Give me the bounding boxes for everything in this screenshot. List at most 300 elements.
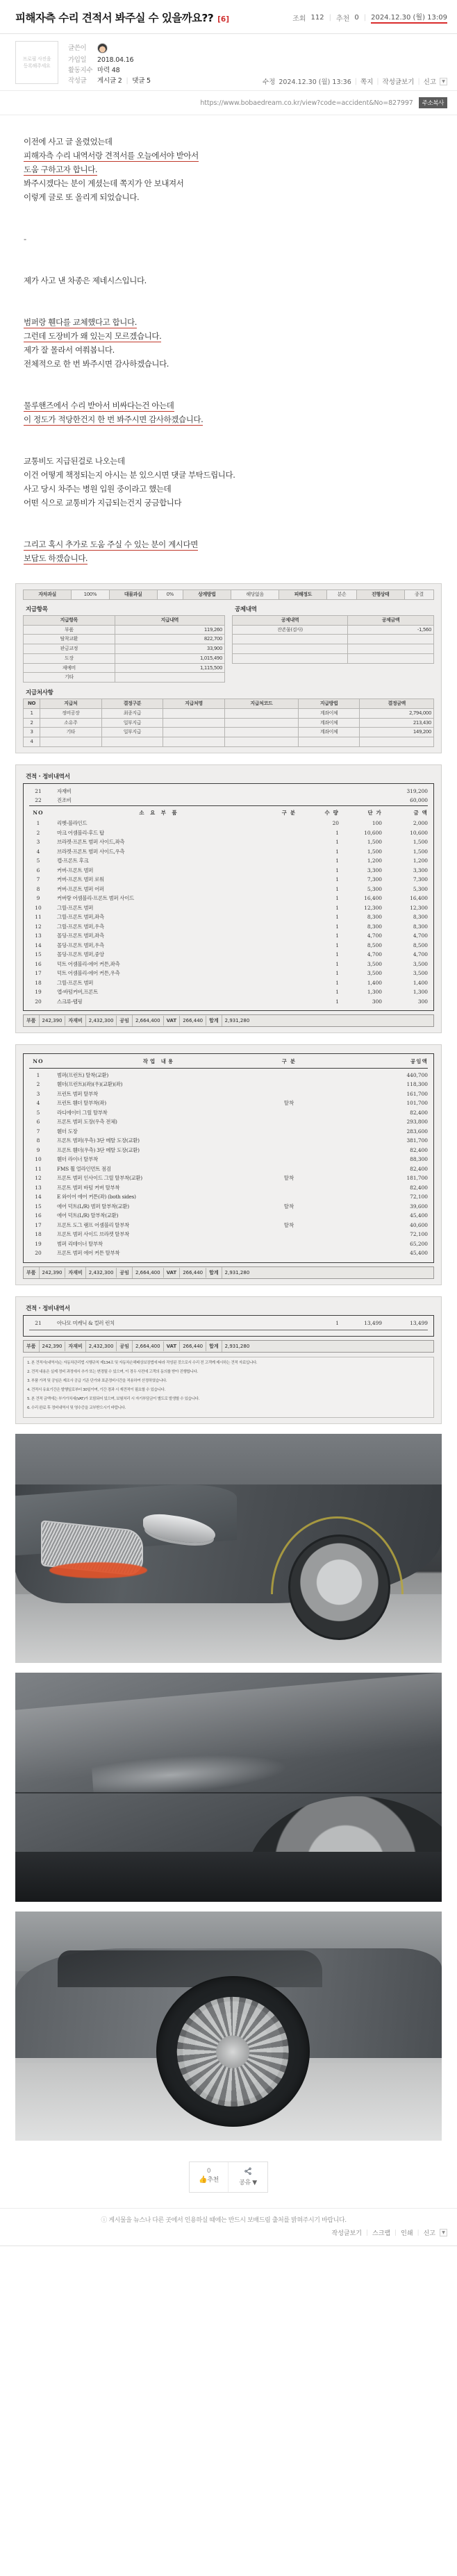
row-work: 에어 덕트(L/R) 탈부착(교환) xyxy=(57,1212,119,1219)
pay-item-2: 판금교정 xyxy=(24,644,115,654)
ledger-header-row xyxy=(29,808,428,819)
doc2-total-strip xyxy=(23,1014,434,1027)
row-no: 16 xyxy=(35,960,42,967)
row-amount: 300 xyxy=(417,998,428,1005)
attachment-parts-estimate[interactable] xyxy=(15,764,442,1034)
row-unit: 5,300 xyxy=(367,885,382,892)
body-spacer xyxy=(24,440,442,454)
meta-separator-1: | xyxy=(329,13,332,22)
row-no: 4 xyxy=(36,848,40,855)
total-key-3: VAT xyxy=(164,1268,181,1278)
payee-amount-0: 2,794,000 xyxy=(360,708,434,718)
row-no: 10 xyxy=(35,904,42,911)
like-button[interactable] xyxy=(190,2162,228,2192)
total-key-1: 자재비 xyxy=(65,1015,85,1026)
row-amount: 72,100 xyxy=(410,1194,428,1201)
body-line xyxy=(24,162,442,176)
chevron-down-icon[interactable]: ▼ xyxy=(440,78,447,85)
row-no: 9 xyxy=(36,1146,40,1153)
footer-separator-1: | xyxy=(365,2229,369,2236)
table-row xyxy=(29,1089,428,1099)
body-text: 이건 어떻게 책정되는지 아시는 분 있으시면 댓글 부탁드립니다. xyxy=(24,470,235,480)
post-body xyxy=(0,115,457,572)
pay-item-4: 제예비 xyxy=(24,663,115,673)
photo-car-wheel xyxy=(288,1534,390,1640)
row-amount: 88,300 xyxy=(410,1156,428,1163)
row-work: 에어 덕트(L/R) 범퍼 탈부착(교환) xyxy=(57,1203,129,1210)
body-spacer xyxy=(24,524,442,537)
row-qty: 1 xyxy=(335,867,339,873)
body-text: 어떤 식으로 교통비가 지급되는건지 궁금합니다 xyxy=(24,498,182,508)
table-row xyxy=(29,960,428,969)
total-val-4: 2,931,280 xyxy=(224,1344,250,1350)
footer-view-author-posts[interactable]: 작성글보기 xyxy=(331,2230,362,2238)
body-line xyxy=(24,135,442,149)
total-key-2: 공임 xyxy=(117,1341,133,1352)
author-action-bar xyxy=(263,76,447,86)
table-row xyxy=(24,728,434,737)
doc4-total-strip xyxy=(23,1340,434,1353)
author-row-activity xyxy=(68,65,447,76)
table-row xyxy=(29,1183,428,1193)
terms-line: 4. 견적서 유효기간은 발행일로부터 30일이며, 기간 경과 시 재견적이 필요할 수 있습니다. xyxy=(27,1388,165,1393)
chevron-down-icon: ▼ xyxy=(252,2180,257,2187)
total-key-0: 부품 xyxy=(24,1267,40,1278)
table-row xyxy=(29,1146,428,1155)
total-val-3: 266,440 xyxy=(180,1016,206,1026)
author-value-writer xyxy=(97,41,108,55)
table-row xyxy=(29,969,428,978)
labour-ledger xyxy=(23,1053,434,1263)
row-amount: 293,800 xyxy=(406,1119,428,1126)
deduct-header-0: 공제내역 xyxy=(233,615,348,625)
row-amount: 2,000 xyxy=(413,820,428,827)
ledger-header-row xyxy=(29,1057,428,1068)
payee-amount-1: 213,430 xyxy=(360,718,434,728)
row-no: 12 xyxy=(35,923,42,930)
row-part: 리벳-블라인드 xyxy=(57,820,88,827)
row-qty: 1 xyxy=(335,904,339,911)
total-val-2: 2,664,400 xyxy=(133,1268,164,1278)
fault-val-0: 100% xyxy=(72,590,109,600)
reaction-button-group xyxy=(189,2161,268,2193)
author-label-activity: 활동지수 xyxy=(68,67,93,74)
row-type: 탈착 xyxy=(283,1175,294,1182)
total-key-4: 합계 xyxy=(206,1015,222,1026)
profile-photo-placeholder[interactable] xyxy=(15,41,58,84)
body-text: 이 정도가 적당한건지 한 번 봐주시면 감사하겠습니다. xyxy=(24,415,203,424)
row-work: 범퍼(프런트) 탈착(교환) xyxy=(57,1071,108,1078)
terms-line: 6. 수리 완료 후 정비내역서 및 영수증을 교부받으시기 바랍니다. xyxy=(27,1406,126,1411)
table-row xyxy=(29,1173,428,1183)
payee-type-1: 일부지급 xyxy=(101,718,163,728)
body-text: 그런데 도장비가 왜 있는지 모르겠습니다. xyxy=(24,331,162,341)
row-part: 커버-프론트 범퍼 xyxy=(57,867,94,873)
row-no: 3 xyxy=(36,1090,40,1097)
total-val-1: 2,432,300 xyxy=(86,1268,117,1278)
row-unit: 3,500 xyxy=(367,960,382,967)
payee-table xyxy=(23,699,434,747)
body-spacer xyxy=(24,287,442,301)
payment-items-table xyxy=(23,615,225,683)
row-type: 탈착 xyxy=(283,1100,294,1107)
payee-no-0: 1 xyxy=(24,708,40,718)
like-count: 0 xyxy=(206,2168,211,2175)
row-work: 프론트 범퍼 에어 커튼 탈부착 xyxy=(57,1250,120,1257)
row-qty: 1 xyxy=(335,923,339,930)
row-part: 커버-프론트 범퍼 어퍼 xyxy=(57,885,104,892)
payee-title-0 xyxy=(163,708,225,718)
table-row xyxy=(233,644,434,654)
deduct-item-0: 잔존물(검사) xyxy=(233,625,348,635)
row-part: 덕트 어셈블리-에어 커튼,우측 xyxy=(57,970,120,977)
body-line xyxy=(24,454,442,468)
attachment-labour-estimate[interactable] xyxy=(15,1044,442,1285)
table-row xyxy=(29,1192,428,1202)
payee-method-1: 계좌이체 xyxy=(298,718,360,728)
parts-ledger xyxy=(23,783,434,1012)
row-qty: 1 xyxy=(335,848,339,855)
row-work: FMS 휠 얼라인먼트 점검 xyxy=(57,1165,111,1172)
row-qty: 1 xyxy=(335,970,339,977)
row-amount: 3,300 xyxy=(413,867,428,873)
doc2-inner xyxy=(16,765,441,1033)
table-row xyxy=(29,1248,428,1258)
body-spacer xyxy=(24,246,442,260)
total-val-3: 266,440 xyxy=(180,1268,206,1278)
row-amount: 5,300 xyxy=(413,885,428,892)
row-no: 19 xyxy=(35,989,42,996)
body-line xyxy=(24,315,442,329)
row-qty: 1 xyxy=(335,1319,339,1326)
post-footer-links xyxy=(0,2224,457,2245)
body-text: 제가 잘 몰라서 여쭤봅니다. xyxy=(24,345,115,355)
attachment-photo-front-damage[interactable] xyxy=(15,1434,442,1663)
row-amount: 3,500 xyxy=(413,960,428,967)
row-work: 프론트 범퍼 사이드 브라켓 탈부착 xyxy=(57,1231,129,1238)
attachment-photo-wheel-full[interactable] xyxy=(15,1912,442,2141)
row-amount: 4,700 xyxy=(413,932,428,939)
row-unit: 13,499 xyxy=(364,1319,382,1326)
author-post-count: 게시글 2 xyxy=(97,77,122,85)
payee-amount-3 xyxy=(360,737,434,747)
row-amount: 39,600 xyxy=(410,1203,428,1210)
row-work: 프론트 휀더(우측) 3단 메탈 도장(교환) xyxy=(57,1146,140,1153)
body-spacer xyxy=(24,301,442,315)
row-amount: 4,700 xyxy=(413,951,428,958)
row-part: 몰딩-프론트 범퍼,중앙 xyxy=(57,951,104,958)
row-amount: 381,700 xyxy=(406,1137,428,1144)
pay-header-1: 지급내역 xyxy=(115,615,224,625)
row-unit: 3,500 xyxy=(367,970,382,977)
author-posts-divider: | xyxy=(126,77,128,85)
row-no: 10 xyxy=(35,1156,42,1163)
row-amount: 161,700 xyxy=(406,1090,428,1097)
table-row xyxy=(29,1230,428,1239)
payee-amount-2: 149,200 xyxy=(360,728,434,737)
row-work: 프런트 휀더 탈부착(좌) xyxy=(57,1100,106,1107)
body-line xyxy=(24,190,442,204)
row-amount: 45,400 xyxy=(410,1212,428,1219)
share-icon xyxy=(228,2167,267,2178)
fault-key-3: 피해정도 xyxy=(279,590,327,600)
table-row xyxy=(29,922,428,932)
terms-line: 5. 본 견적 금액에는 부가가치세(VAT)가 포함되어 있으며, 보험처리 시 자기부담금이 별도로 발생할 수 있습니다. xyxy=(27,1397,200,1402)
row-unit: 100 xyxy=(372,820,382,827)
row-no: 19 xyxy=(35,1240,42,1247)
table-row xyxy=(24,737,434,747)
ledger-header-no: NO xyxy=(33,809,44,816)
row-no: 18 xyxy=(35,979,42,986)
row-no: 8 xyxy=(36,885,40,892)
table-row xyxy=(29,1117,428,1127)
row-work: 프론트 범퍼(우측) 3단 메탈 도장(교환) xyxy=(57,1137,140,1144)
share-button[interactable] xyxy=(228,2162,267,2192)
body-text: 사고 당시 차주는 병원 입원 중이라고 했는데 xyxy=(24,484,172,494)
table-row xyxy=(29,819,428,828)
row-unit: 4,700 xyxy=(367,932,382,939)
row-no: 11 xyxy=(35,1165,42,1172)
pay-item-5: 기타 xyxy=(24,673,115,683)
body-text: 이전에 사고 글 올렸었는데 xyxy=(24,137,113,147)
photo-car-window xyxy=(58,1950,322,1987)
row-qty: 1 xyxy=(335,895,339,902)
payment-items-block xyxy=(23,603,225,683)
row-no: 2 xyxy=(36,829,40,836)
body-line xyxy=(24,551,442,565)
attachment-estimate-terms[interactable] xyxy=(15,1296,442,1425)
like-text: 추천 xyxy=(207,2177,219,2184)
table-row xyxy=(24,590,434,600)
pay-amount-5 xyxy=(115,673,224,683)
payee-header-3: 지급처명 xyxy=(163,699,225,709)
views-label: 조회 xyxy=(292,15,306,23)
pay-amount-4: 1,115,500 xyxy=(115,663,224,673)
body-text: 범퍼랑 휀다를 교체했다고 합니다. xyxy=(24,317,137,327)
row-amount: 45,400 xyxy=(410,1250,428,1257)
row-no: 6 xyxy=(36,867,40,873)
table-header-row xyxy=(24,699,434,709)
action-separator-2: | xyxy=(376,77,379,85)
table-row xyxy=(24,635,225,644)
attachment-insurance-summary[interactable] xyxy=(15,583,442,753)
payee-header-4: 지급처코드 xyxy=(224,699,298,709)
total-key-1: 자재비 xyxy=(65,1267,85,1278)
ledger-header-qty: 수 량 xyxy=(324,809,339,816)
doc4-ledger xyxy=(23,1315,434,1337)
report-link[interactable]: 신고 xyxy=(423,78,436,86)
copy-url-button[interactable]: 주소복사 xyxy=(419,97,447,108)
table-header-row xyxy=(233,615,434,625)
table-row xyxy=(24,625,225,635)
payee-header-1: 지급처 xyxy=(40,699,102,709)
post-url: https://www.bobaedream.co.kr/view?code=accident&No=827997 xyxy=(200,99,413,107)
row-amount: 82,400 xyxy=(410,1165,428,1172)
table-row xyxy=(29,1319,428,1328)
row-amount: 16,400 xyxy=(410,895,428,902)
row-unit: 1,200 xyxy=(367,858,382,864)
author-value-activity: 마력 48 xyxy=(97,67,120,74)
author-comment-count: 댓글 5 xyxy=(132,77,151,85)
row-no: 17 xyxy=(35,1221,42,1228)
body-line xyxy=(24,482,442,496)
total-val-0: 242,390 xyxy=(40,1268,66,1278)
fault-key-2: 상계방법 xyxy=(183,590,231,600)
chevron-down-icon[interactable]: ▼ xyxy=(440,2229,447,2236)
row-qty: 1 xyxy=(335,914,339,921)
row-part: 앱-바텀커버,프론트 xyxy=(57,989,98,996)
total-key-0: 부품 xyxy=(24,1341,40,1352)
table-row xyxy=(29,931,428,941)
author-label-joindate: 가입일 xyxy=(68,56,87,64)
row-work: 범퍼 리테이너 탈부착 xyxy=(57,1240,103,1247)
body-line xyxy=(24,412,442,426)
fault-val-3: 분손 xyxy=(327,590,356,600)
total-val-0: 242,390 xyxy=(40,1016,66,1026)
table-row xyxy=(29,1108,428,1118)
row-no: 15 xyxy=(35,951,42,958)
footer-scrap-link[interactable]: 스크랩 xyxy=(372,2230,391,2238)
author-value-posts xyxy=(97,76,151,86)
avatar[interactable] xyxy=(97,43,108,53)
body-text: 도움 구하고자 합니다. xyxy=(24,165,98,174)
photo-panel-line xyxy=(15,1792,442,1793)
row-qty: 1 xyxy=(335,951,339,958)
row-qty: 1 xyxy=(335,829,339,836)
row-amount: 10,600 xyxy=(410,829,428,836)
payee-code-1 xyxy=(224,718,298,728)
author-label-posts: 작성글 xyxy=(68,77,87,85)
send-message-link[interactable]: 쪽지 xyxy=(360,78,374,86)
row-no: 9 xyxy=(36,895,40,902)
row-part: 커버-프론트 범퍼 로워 xyxy=(57,876,104,883)
body-line xyxy=(24,468,442,482)
payee-method-3 xyxy=(298,737,360,747)
table-row xyxy=(29,941,428,951)
labour-header-type: 구 분 xyxy=(281,1058,297,1065)
post-header-left xyxy=(15,10,229,25)
ledger-header-unitprice: 단 가 xyxy=(367,809,382,816)
row-part: 캡-프론트 후크 xyxy=(57,858,89,864)
deduct-amount-3 xyxy=(348,653,434,663)
row-amount: 181,700 xyxy=(406,1175,428,1182)
terms-line: 2. 견적 내용은 실제 정비 과정에서 추가 또는 변경될 수 있으며, 이 경우 사전에 고객의 동의를 받아 진행합니다. xyxy=(27,1370,198,1375)
footer-print-link[interactable]: 인쇄 xyxy=(401,2230,413,2238)
row-unit: 1,500 xyxy=(367,839,382,846)
row-part: 브라켓-프론트 범퍼 사이드,우측 xyxy=(57,848,125,855)
row-qty: 1 xyxy=(335,932,339,939)
body-text: 교통비도 지급된걸로 나오는데 xyxy=(24,456,125,466)
row-amount: 13,499 xyxy=(410,1319,428,1326)
deduct-header-1: 공제금액 xyxy=(348,615,434,625)
row-part: 스크류-탭핑 xyxy=(57,998,83,1005)
row-work: 프론트 범퍼 바텀 커버 탈부착 xyxy=(57,1184,120,1191)
deduction-block xyxy=(232,603,434,683)
ledger-header-amount: 금 액 xyxy=(413,809,428,816)
body-text: 전체적으로 한 번 봐주시면 감사하겠습니다. xyxy=(24,359,169,369)
row-amount: 82,400 xyxy=(410,1146,428,1153)
table-row xyxy=(24,653,225,663)
body-text: 그리고 혹시 추가로 도움 주실 수 있는 분이 계시다면 xyxy=(24,540,198,549)
pay-amount-0: 119,260 xyxy=(115,625,224,635)
likes-label: 추천 xyxy=(336,15,350,23)
table-row xyxy=(29,856,428,866)
table-header-row xyxy=(24,615,225,625)
fault-key-0: 자차과실 xyxy=(24,590,72,600)
body-line xyxy=(24,329,442,343)
total-val-1: 2,432,300 xyxy=(86,1016,117,1026)
row-work: 프론트 범퍼 인사이드 그릴 탈부착(교환) xyxy=(57,1175,142,1182)
pay-amount-3: 1,015,490 xyxy=(115,653,224,663)
payee-name-2: 기타 xyxy=(40,728,102,737)
payment-section-title: 지급항목 xyxy=(26,605,48,613)
payee-title-2 xyxy=(163,728,225,737)
fault-val-1: 0% xyxy=(157,590,183,600)
table-row xyxy=(29,1221,428,1230)
doc3-inner xyxy=(16,1045,441,1285)
post-reaction-bar xyxy=(0,2161,457,2193)
body-spacer xyxy=(24,218,442,232)
ledger-divider xyxy=(29,805,428,806)
row-no: 13 xyxy=(35,932,42,939)
payee-method-0: 계좌이체 xyxy=(298,708,360,718)
body-line xyxy=(24,232,442,246)
citation-notice xyxy=(0,2208,457,2224)
row-unit: 7,300 xyxy=(367,876,382,883)
row-no: 12 xyxy=(35,1175,42,1182)
comment-count-badge[interactable]: [6] xyxy=(217,15,230,24)
pay-header-0: 지급항목 xyxy=(24,615,115,625)
deduct-item-3 xyxy=(233,653,348,663)
row-amount: 1,500 xyxy=(413,848,428,855)
table-row xyxy=(24,644,225,654)
footer-separator-2: | xyxy=(394,2229,397,2236)
row-no: 13 xyxy=(35,1184,42,1191)
total-key-0: 부품 xyxy=(24,1015,40,1026)
payee-code-3 xyxy=(224,737,298,747)
view-author-posts-link[interactable]: 작성글보기 xyxy=(382,78,415,86)
row-amount: 440,700 xyxy=(406,1071,428,1078)
post-url-bar xyxy=(0,90,457,115)
profile-placeholder-line2: 등록해주세요 xyxy=(23,63,51,69)
row-part: 그릴-프론트 범퍼,좌측 xyxy=(57,914,104,921)
row-amount: 8,500 xyxy=(413,942,428,948)
share-text: 공유 xyxy=(239,2180,251,2187)
deduct-item-1 xyxy=(233,635,348,644)
row-no: 1 xyxy=(36,820,40,827)
row-qty: 1 xyxy=(335,876,339,883)
row-no: 3 xyxy=(36,839,40,846)
row-no: 4 xyxy=(36,1100,40,1107)
pay-item-1: 탈착교환 xyxy=(24,635,115,644)
row-no: 5 xyxy=(36,1109,40,1116)
total-key-3: VAT xyxy=(164,1341,181,1351)
row-work: 프론트 범퍼 도장(우측 전체) xyxy=(57,1119,117,1126)
total-val-2: 2,664,400 xyxy=(133,1016,164,1026)
row-work: 프론트 도그 램프 어셈블리 탈부착 xyxy=(57,1221,129,1228)
row-unit: 16,400 xyxy=(364,895,382,902)
row-qty: 1 xyxy=(335,960,339,967)
like-button-label xyxy=(190,2175,228,2185)
row-unit: 8,300 xyxy=(367,923,382,930)
payee-section-title: 지급처사항 xyxy=(26,689,53,696)
ledger-divider xyxy=(29,1068,428,1069)
footer-report-link[interactable]: 신고 xyxy=(423,2230,435,2238)
payee-code-0 xyxy=(224,708,298,718)
attachment-photo-side-scratch[interactable] xyxy=(15,1673,442,1902)
pay-amount-1: 822,700 xyxy=(115,635,224,644)
terms-line: 1. 본 견적서(내역서)는 자동차관리법 시행규칙 제134조 및 자동차손해배상보장법에 따라 작성된 것으로서 수리 전 고객께 제시하는 견적 자료입니다. xyxy=(27,1361,258,1366)
